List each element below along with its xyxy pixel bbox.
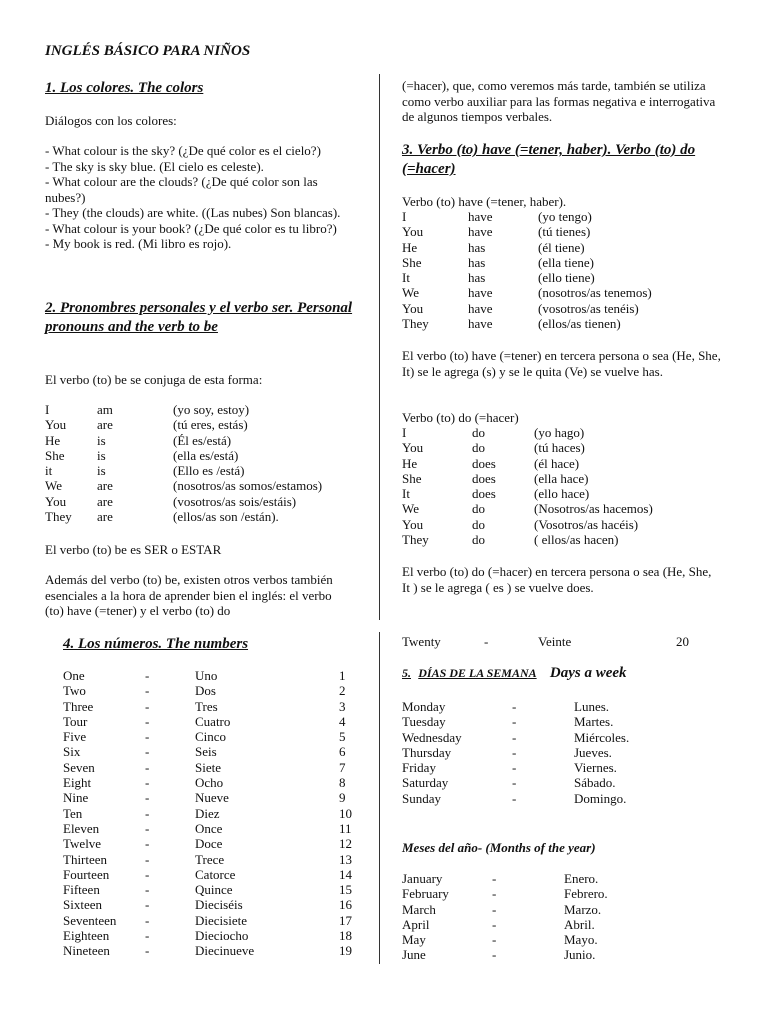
numbers-table <box>63 668 363 959</box>
pronoun: it <box>45 463 53 479</box>
number-digit: 17 <box>339 912 352 928</box>
dash: - <box>145 928 150 944</box>
be-row <box>45 463 365 478</box>
number-digit: 8 <box>339 775 346 791</box>
month-en: January <box>402 871 443 886</box>
verb: do <box>472 425 485 440</box>
have-row <box>402 316 722 331</box>
dash: - <box>145 713 150 729</box>
day-en: Thursday <box>402 744 452 760</box>
day-es: Domingo. <box>574 790 627 806</box>
months-table <box>402 871 702 963</box>
section-3-heading: 3. Verbo (to) have (=tener, haber). Verbo (to) do (=hacer) <box>402 142 696 177</box>
pronoun: It <box>402 270 410 286</box>
number-row <box>63 821 363 836</box>
s2-tail: Además del verbo (to) be, existen otros verbos también esenciales a la hora de aprender bien el inglés: el verbo (to) have (=tener) y el verbo (to) do <box>45 572 333 618</box>
verb: is <box>97 447 106 463</box>
month-row <box>402 932 702 947</box>
number-digit: 14 <box>339 866 352 882</box>
day-en: Wednesday <box>402 729 462 745</box>
twenty-num: 20 <box>676 634 689 649</box>
number-row <box>63 668 363 683</box>
translation: (Nosotros/as hacemos) <box>534 501 653 517</box>
number-row-twenty <box>402 634 702 649</box>
verb: have <box>468 224 493 240</box>
do-row <box>402 440 722 455</box>
day-en: Friday <box>402 760 436 776</box>
day-row <box>402 745 702 760</box>
day-en: Monday <box>402 699 446 714</box>
dash: - <box>145 912 150 928</box>
number-en: Fifteen <box>63 882 100 898</box>
number-es: Quince <box>195 882 233 898</box>
number-es: Dieciséis <box>195 897 243 913</box>
dash: - <box>492 871 497 886</box>
number-digit: 11 <box>339 820 352 836</box>
day-row <box>402 775 702 790</box>
number-en: Two <box>63 683 86 699</box>
pronoun: You <box>402 440 424 456</box>
verb: has <box>468 270 486 286</box>
verb: are <box>97 509 113 525</box>
translation: (tú tienes) <box>538 224 591 240</box>
dash: - <box>512 775 517 791</box>
day-es: Viernes. <box>574 760 617 776</box>
verb: are <box>97 417 113 433</box>
verb: have <box>468 300 493 316</box>
do-intro: Verbo (to) do (=hacer) <box>402 410 519 425</box>
dash: - <box>145 805 150 821</box>
pronoun: She <box>402 470 422 486</box>
be-table <box>45 402 365 524</box>
pronoun: I <box>45 402 50 417</box>
dash: - <box>512 699 517 714</box>
number-es: Once <box>195 820 223 836</box>
do-row <box>402 471 722 486</box>
dash: - <box>492 932 497 948</box>
number-row <box>63 806 363 821</box>
number-es: Trece <box>195 851 225 867</box>
be-row <box>45 417 365 432</box>
number-es: Diecinueve <box>195 943 255 959</box>
column-divider-bottom <box>379 632 380 964</box>
number-en: Six <box>63 744 81 760</box>
translation: (vosotros/as tenéis) <box>538 300 639 316</box>
number-es: Cinco <box>195 729 227 745</box>
number-en: Five <box>63 729 87 745</box>
translation: (ella hace) <box>534 470 589 486</box>
do-row <box>402 517 722 532</box>
do-row <box>402 425 722 440</box>
translation: (nosotros/as tenemos) <box>538 285 652 301</box>
month-es: Mayo. <box>564 932 598 948</box>
pronoun: You <box>45 417 67 433</box>
translation: (yo soy, estoy) <box>173 402 250 417</box>
number-digit: 12 <box>339 836 352 852</box>
pronoun: He <box>402 239 418 255</box>
section-1-heading: 1. Los colores. The colors <box>45 80 204 96</box>
pronoun: You <box>45 493 67 509</box>
verb: does <box>472 486 496 502</box>
have-row <box>402 301 722 316</box>
do-row <box>402 456 722 471</box>
dash: - <box>492 916 497 932</box>
number-row <box>63 943 363 958</box>
number-digit: 1 <box>339 668 346 683</box>
month-row <box>402 902 702 917</box>
be-row <box>45 433 365 448</box>
number-es: Nueve <box>195 790 229 806</box>
number-en: Eight <box>63 775 92 791</box>
be-row <box>45 509 365 524</box>
translation: (yo tengo) <box>538 209 592 224</box>
verb: am <box>97 402 113 417</box>
number-row <box>63 699 363 714</box>
day-es: Lunes. <box>574 699 610 714</box>
number-en: Seven <box>63 759 95 775</box>
pronoun: They <box>402 532 429 548</box>
day-en: Tuesday <box>402 714 446 730</box>
dash: - <box>145 866 150 882</box>
number-es: Seis <box>195 744 217 760</box>
be-row <box>45 478 365 493</box>
dash: - <box>145 698 150 714</box>
verb: are <box>97 493 113 509</box>
dash: - <box>145 820 150 836</box>
verb: has <box>468 254 486 270</box>
day-row <box>402 730 702 745</box>
dash: - <box>145 668 150 683</box>
number-row <box>63 714 363 729</box>
number-en: Fourteen <box>63 866 110 882</box>
dash: - <box>492 901 497 917</box>
have-intro: Verbo (to) have (=tener, haber). <box>402 194 567 209</box>
number-row <box>63 867 363 882</box>
month-es: Marzo. <box>564 901 602 917</box>
number-es: Tres <box>195 698 218 714</box>
dash: - <box>492 947 497 963</box>
number-row <box>63 836 363 851</box>
section-4-heading: 4. Los números. The numbers <box>63 636 249 652</box>
number-digit: 13 <box>339 851 352 867</box>
have-note: El verbo (to) have (=tener) en tercera persona o sea (He, She, It) se le agrega (s) y se le quita (Ve) se vuelve has. <box>402 348 721 379</box>
pronoun: We <box>402 501 419 517</box>
s1-dialogue: - What colour is the sky? (¿De qué color es el cielo?) - The sky is sky blue. (El cielo es celeste). - What colour are the clouds? (¿De qué color son las nubes?) - They (the clouds) are white. ((Las nubes) Son blancas). - What colour is your book? (¿De qué color es tu libro?) - My book is red. (Mi libro es rojo). <box>45 143 341 251</box>
days-table <box>402 699 702 806</box>
have-row <box>402 270 722 285</box>
day-es: Martes. <box>574 714 614 730</box>
pronoun: They <box>45 509 72 525</box>
month-row <box>402 871 702 886</box>
s5-heading-es: DÍAS DE LA SEMANA <box>418 666 537 680</box>
dash: - <box>145 683 150 699</box>
dash: - <box>145 729 150 745</box>
translation: (tú eres, estás) <box>173 417 248 433</box>
months-heading: Meses del año- (Months of the year) <box>402 840 596 855</box>
number-en: Nineteen <box>63 943 110 959</box>
number-row <box>63 729 363 744</box>
month-row <box>402 917 702 932</box>
number-digit: 15 <box>339 882 352 898</box>
pronoun: We <box>45 478 62 494</box>
dash: - <box>145 836 150 852</box>
verb: is <box>97 463 106 479</box>
s1-intro: Diálogos con los colores: <box>45 113 177 128</box>
do-note: El verbo (to) do (=hacer) en tercera persona o sea (He, She, It ) se le agrega ( es ) se vuelve does. <box>402 564 712 595</box>
number-en: One <box>63 668 85 683</box>
number-es: Cuatro <box>195 713 231 729</box>
number-es: Ocho <box>195 775 224 791</box>
number-row <box>63 913 363 928</box>
verb: have <box>468 209 493 224</box>
dash: - <box>145 851 150 867</box>
month-es: Enero. <box>564 871 599 886</box>
number-es: Dos <box>195 683 216 699</box>
day-row <box>402 791 702 806</box>
translation: ( ellos/as hacen) <box>534 532 619 548</box>
day-es: Miércoles. <box>574 729 630 745</box>
number-es: Uno <box>195 668 218 683</box>
number-digit: 10 <box>339 805 352 821</box>
number-row <box>63 882 363 897</box>
number-digit: 18 <box>339 928 352 944</box>
dash: - <box>512 714 517 730</box>
pronoun: She <box>45 447 65 463</box>
day-row <box>402 699 702 714</box>
do-row <box>402 501 722 516</box>
dash: - <box>145 775 150 791</box>
month-en: March <box>402 901 436 917</box>
dash: - <box>512 760 517 776</box>
month-row <box>402 886 702 901</box>
pronoun: We <box>402 285 419 301</box>
day-es: Jueves. <box>574 744 612 760</box>
number-row <box>63 852 363 867</box>
be-row <box>45 448 365 463</box>
number-es: Diecisiete <box>195 912 247 928</box>
verb: is <box>97 432 106 448</box>
number-en: Sixteen <box>63 897 102 913</box>
number-en: Twelve <box>63 836 102 852</box>
be-row <box>45 402 365 417</box>
verb: have <box>468 316 493 332</box>
s2-note: El verbo (to) be es SER o ESTAR <box>45 542 222 557</box>
pronoun: I <box>402 209 407 224</box>
translation: (Él es/está) <box>173 432 232 448</box>
translation: (yo hago) <box>534 425 585 440</box>
month-en: February <box>402 886 449 902</box>
verb: do <box>472 516 485 532</box>
month-es: Febrero. <box>564 886 608 902</box>
month-es: Abril. <box>564 916 595 932</box>
month-es: Junio. <box>564 947 596 963</box>
translation: (ello hace) <box>534 486 590 502</box>
day-en: Saturday <box>402 775 449 791</box>
translation: (él hace) <box>534 455 580 471</box>
dash: - <box>512 729 517 745</box>
pronoun: He <box>402 455 418 471</box>
twenty-dash: - <box>484 634 489 649</box>
pronoun: They <box>402 316 429 332</box>
verb: are <box>97 478 113 494</box>
translation: (ello tiene) <box>538 270 595 286</box>
dash: - <box>145 943 150 959</box>
number-en: Ten <box>63 805 83 821</box>
number-row <box>63 897 363 912</box>
s5-num: 5. <box>402 666 411 680</box>
day-en: Sunday <box>402 790 441 806</box>
s2-intro: El verbo (to) be se conjuga de esta forma: <box>45 372 263 387</box>
number-digit: 5 <box>339 729 346 745</box>
do-table <box>402 425 722 547</box>
number-es: Diez <box>195 805 220 821</box>
number-es: Catorce <box>195 866 236 882</box>
number-row <box>63 928 363 943</box>
verb: has <box>468 239 486 255</box>
pronoun: It <box>402 486 410 502</box>
s2-continuation: (=hacer), que, como veremos más tarde, también se utiliza como verbo auxiliar para las formas negativa e interrogativa de algunos tiempos verbales. <box>402 78 716 124</box>
translation: (ella tiene) <box>538 254 594 270</box>
day-row <box>402 714 702 729</box>
number-en: Three <box>63 698 94 714</box>
dash: - <box>512 744 517 760</box>
have-row <box>402 240 722 255</box>
dash: - <box>512 790 517 806</box>
dash: - <box>492 886 497 902</box>
number-digit: 3 <box>339 698 346 714</box>
translation: (ellos/as tienen) <box>538 316 621 332</box>
number-en: Seventeen <box>63 912 117 928</box>
do-row <box>402 532 722 547</box>
number-digit: 19 <box>339 943 352 959</box>
pronoun: You <box>402 300 424 316</box>
month-en: May <box>402 932 426 948</box>
section-2-heading: 2. Pronombres personales y el verbo ser. Personal pronouns and the verb to be <box>45 300 353 335</box>
translation: (ella es/está) <box>173 447 239 463</box>
number-digit: 16 <box>339 897 352 913</box>
day-es: Sábado. <box>574 775 616 791</box>
dash: - <box>145 882 150 898</box>
verb: have <box>468 285 493 301</box>
be-row <box>45 494 365 509</box>
number-en: Thirteen <box>63 851 108 867</box>
number-en: Nine <box>63 790 89 806</box>
do-row <box>402 486 722 501</box>
translation: (vosotros/as sois/estáis) <box>173 493 297 509</box>
verb: do <box>472 532 485 548</box>
number-es: Dieciocho <box>195 928 249 944</box>
translation: (Ello es /está) <box>173 463 245 479</box>
number-row <box>63 760 363 775</box>
number-row <box>63 775 363 790</box>
have-table <box>402 209 722 331</box>
number-row <box>63 790 363 805</box>
verb: do <box>472 440 485 456</box>
section-5-heading <box>402 665 627 682</box>
have-row <box>402 209 722 224</box>
translation: (ellos/as son /están). <box>173 509 279 525</box>
pronoun: He <box>45 432 61 448</box>
number-digit: 2 <box>339 683 346 699</box>
month-en: April <box>402 916 430 932</box>
verb: does <box>472 470 496 486</box>
number-es: Siete <box>195 759 221 775</box>
translation: (nosotros/as somos/estamos) <box>173 478 323 494</box>
month-row <box>402 947 702 962</box>
number-row <box>63 744 363 759</box>
pronoun: You <box>402 224 424 240</box>
have-row <box>402 285 722 300</box>
dash: - <box>145 759 150 775</box>
translation: (él tiene) <box>538 239 585 255</box>
number-en: Eighteen <box>63 928 110 944</box>
dash: - <box>145 897 150 913</box>
pronoun: I <box>402 425 407 440</box>
have-row <box>402 255 722 270</box>
dash: - <box>145 744 150 760</box>
pronoun: You <box>402 516 424 532</box>
number-digit: 6 <box>339 744 346 760</box>
twenty-es: Veinte <box>538 634 572 649</box>
translation: (Vosotros/as hacéis) <box>534 516 639 532</box>
month-en: June <box>402 947 426 963</box>
s5-heading-en: Days a week <box>549 665 627 681</box>
twenty-en: Twenty <box>402 634 441 649</box>
have-row <box>402 224 722 239</box>
day-row <box>402 760 702 775</box>
verb: do <box>472 501 485 517</box>
pronoun: She <box>402 254 422 270</box>
page-title: INGLÉS BÁSICO PARA NIÑOS <box>45 43 251 59</box>
number-digit: 4 <box>339 713 346 729</box>
translation: (tú haces) <box>534 440 585 456</box>
dash: - <box>145 790 150 806</box>
number-en: Eleven <box>63 820 100 836</box>
number-row <box>63 683 363 698</box>
verb: does <box>472 455 496 471</box>
number-es: Doce <box>195 836 223 852</box>
number-en: Tour <box>63 713 88 729</box>
number-digit: 7 <box>339 759 346 775</box>
column-divider-top <box>379 74 380 620</box>
number-digit: 9 <box>339 790 346 806</box>
